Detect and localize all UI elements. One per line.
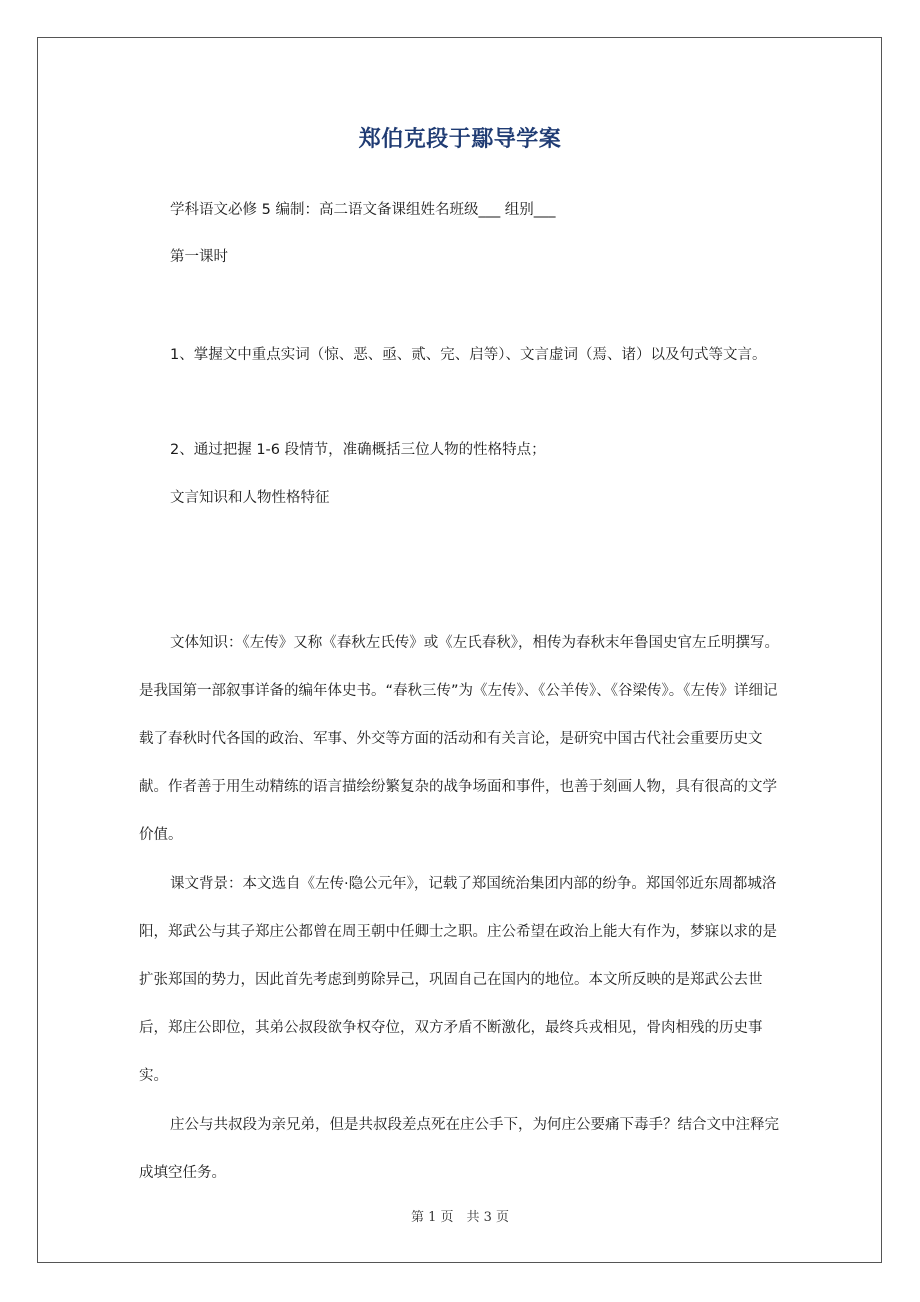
subject-info-line: 学科语文必修 5 编制：高二语文备课组姓名班级___ 组别___: [170, 202, 556, 218]
objective-2: 2、通过把握 1-6 段情节，准确概括三位人物的性格特点；: [170, 442, 546, 458]
page-footer: 第 1 页 共 3 页: [410, 1210, 510, 1225]
key-points: 文言知识和人物性格特征: [170, 490, 330, 506]
document-title: 郑伯克段于鄢导学案: [358, 127, 562, 152]
genre-knowledge: 文体知识：《左传》又称《春秋左氏传》或《左氏春秋》，相传为春秋末年鲁国史官左丘明撰写。是我国第一部叙事详备的编年体史书。“春秋三传”为《左传》、《公羊传》、《谷梁传》。《左传》详细记载了春秋时代各国的政治、军事、外交等方面的活动和有关言论，是研究中国古代社会重要历史文献。作者善于用生动精练的语言描绘纷繁复杂的战争场面和事件，也善于刻画人物，具有很高的文学价值。: [139, 635, 779, 843]
question-prompt: 庄公与共叔段为亲兄弟，但是共叔段差点死在庄公手下，为何庄公要痛下毒手？结合文中注释完成填空任务。: [139, 1117, 779, 1181]
objective-1: 1、掌握文中重点实词（惊、恶、亟、贰、完、启等）、文言虚词（焉、诸）以及句式等文言。: [170, 347, 767, 363]
text-background: 课文背景：本文选自《左传·隐公元年》，记载了郑国统治集团内部的纷争。郑国邻近东周都城洛阳，郑武公与其子郑庄公都曾在周王朝中任卿士之职。庄公希望在政治上能大有作为，梦寐以求的是扩张郑国的势力，因此首先考虑到剪除异己，巩固自己在国内的地位。本文所反映的是郑武公去世后，郑庄公即位，其弟公叔段欲争权夺位，双方矛盾不断激化，最终兵戎相见，骨肉相残的历史事实。: [139, 876, 777, 1084]
lesson-period: 第一课时: [170, 249, 228, 265]
